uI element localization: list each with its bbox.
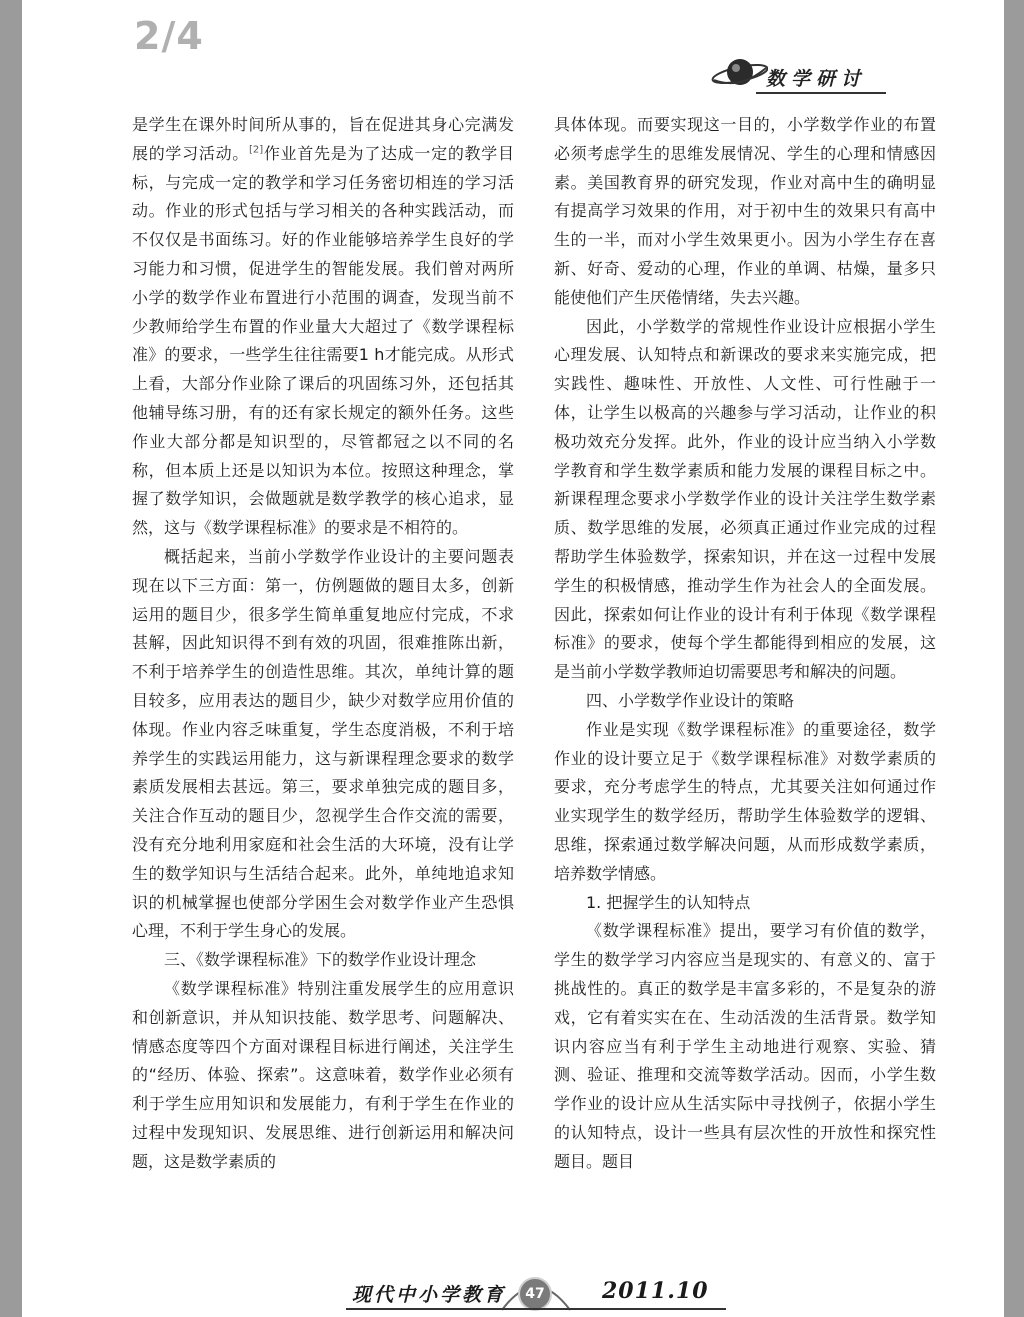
paragraph-text: 概括起来，当前小学数学作业设计的主要问题表现在以下三方面：第一，仿例题做的题目太多，创新运用的题目少，很多学生简单重复地应付完成，不求甚解，因此知识得不到有效的巩固，很难推陈出新，不利于培养学生的创造性思维。其次，单纯计算的题目较多，应用表达的题目少，缺少对数学应用价值的体现。作业内容乏味重复，学生态度消极，不利于培养学生的实践运用能力，这与新课程理念要求的数学素质发展相去甚远。第三，要求单独完成的题目多，关注合作互动的题目少，忽视学生合作交流的需要，没有充分地利用家庭和社会生活的大环境，没有让学生的数学知识与生活结合起来。此外，单纯地追求知识的机械掌握也使部分学困生会对数学作业产生恐惧心理，不利于学生身心的发展。 [132,546,514,941]
footer-rule [346,1308,726,1310]
section-heading [132,946,514,975]
left-column [132,111,514,1176]
paragraph [132,543,514,946]
paragraph-text: 四、小学数学作业设计的策略 [586,690,795,710]
paragraph-text: 三、《数学课程标准》下的数学作业设计理念 [164,950,477,970]
paragraph-text: 因此，小学数学的常规性作业设计应根据小学生心理发展、认知特点和新课改的要求来实施完成，把实践性、趣味性、开放性、人文性、可行性融于一体，让学生以极高的兴趣参与学习活动，让作业的积极功效充分发挥。此外，作业的设计应当纳入小学数学教育和学生数学素质和能力发展的课程目标之中。新课程理念要求小学数学作业的设计关注学生数学素质、数学思维的发展，必须真正通过作业完成的过程帮助学生体验数学，探索知识，并在这一过程中发展学生的积极情感，推动学生作为社会人的全面发展。因此，探索如何让作业的设计有利于体现《数学课程标准》的要求，使每个学生都能得到相应的发展，这是当前小学数学教师迫切需要思考和解决的问题。 [554,316,936,682]
section-heading [554,687,936,716]
paragraph [554,716,936,889]
paragraph-text: 是学生在课外时间所从事的，旨在促进其身心完满发展的学习活动。 [132,115,514,163]
paragraph-text: 作业首先是为了达成一定的教学目标，与完成一定的教学和学习任务密切相连的学习活动。作业的形式包括与学习相关的各种实践活动，而不仅仅是书面练习。好的作业能够培养学生良好的学习能力和习惯，促进学生的智能发展。我们曾对两所小学的数学作业布置进行小范围的调查，发现当前不少教师给学生布置的作业量大大超过了《数学课程标准》的要求，一些学生往往需要1 h才能完成。从形式上看，大部分作业除了课后的巩固练习外，还包括其他辅导练习册，有的还有家长规定的额外任务。这些作业大部分都是知识型的，尽管都冠之以不同的名称，但本质上还是以知识为本位。按照这种理念，掌握了数学知识，会做题就是数学教学的核心追求，显然，这与《数学课程标准》的要求是不相符的。 [132,143,514,538]
section-title: 数学研讨 [766,68,867,90]
page-indicator: 2/4 [134,14,204,58]
paragraph [132,111,514,543]
paragraph-text: 1. 把握学生的认知特点 [586,892,751,912]
issue-date: 2011.10 [602,1278,709,1304]
paragraph [132,975,514,1177]
paragraph [554,111,936,313]
magazine-title: 现代中小学教育 [352,1284,507,1306]
page-number: 47 [518,1277,552,1311]
paragraph-text: 《数学课程标准》提出，要学习有价值的数学，学生的数学学习内容应当是现实的、有意义的、富于挑战性的。真正的数学是丰富多彩的，不是复杂的游戏，它有着实实在在、生动活泼的生活背景。数学知识内容应当有利于学生主动地进行观察、实验、猜测、验证、推理和交流等数学活动。因而，小学生数学作业的设计应从生活实际中寻找例子，依据小学生的认知特点，设计一些具有层次性的开放性和探究性题目。题目 [554,921,936,1171]
journal-page [22,0,1004,1317]
footer [346,1270,726,1314]
paragraph [554,313,936,687]
paragraph [554,917,936,1176]
section-header [706,52,886,98]
header-rule [756,92,886,94]
paragraph-text: 作业是实现《数学课程标准》的重要途径，数学作业的设计要立足于《数学课程标准》对数学素质的要求，充分考虑学生的特点，尤其要关注如何通过作业实现学生的数学经历，帮助学生体验数学的逻辑、思维，探索通过数学解决问题，从而形成数学素质，培养数学情感。 [554,719,936,883]
planet-icon [706,52,768,96]
citation-marker: [2] [249,144,264,156]
paragraph-text: 《数学课程标准》特别注重发展学生的应用意识和创新意识，并从知识技能、数学思考、问题解决、情感态度等四个方面对课程目标进行阐述，关注学生的“经历、体验、探索”。这意味着，数学作业必须有利于学生应用知识和发展能力，有利于学生在作业的过程中发现知识、发展思维、进行创新运用和解决问题，这是数学素质的 [132,978,514,1171]
right-column [554,111,936,1176]
section-heading [554,889,936,918]
paragraph-text: 具体体现。而要实现这一目的，小学数学作业的布置必须考虑学生的思维发展情况、学生的心理和情感因素。美国教育界的研究发现，作业对高中生的确明显有提高学习效果的作用，对于初中生的效果只有高中生的一半，而对小学生效果更小。因为小学生存在喜新、好奇、爱动的心理，作业的单调、枯燥，量多只能使他们产生厌倦情绪，失去兴趣。 [554,115,936,307]
